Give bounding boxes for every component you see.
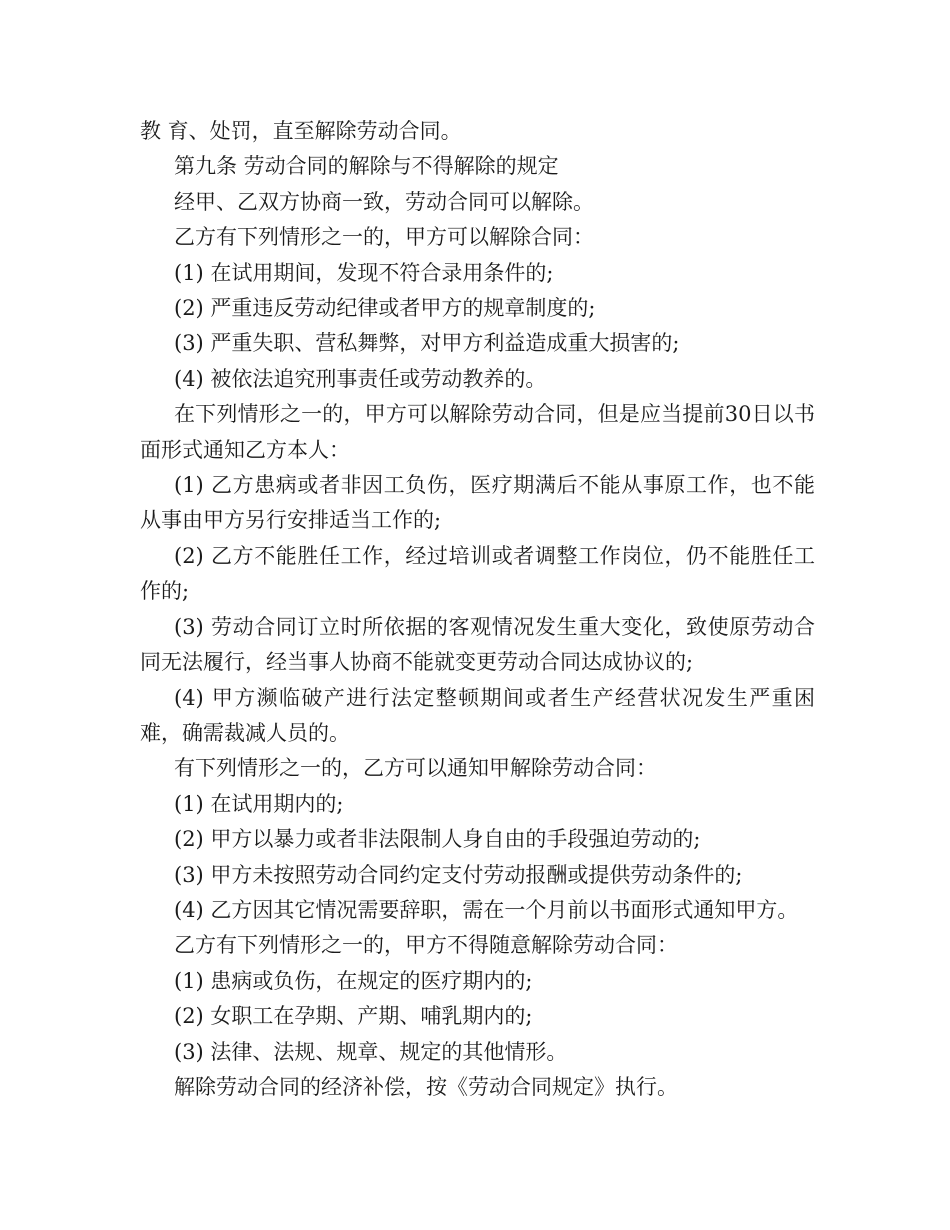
list-item: (1) 患病或负伤，在规定的医疗期内的; [174, 968, 533, 993]
paragraph: 经甲、乙双方协商一致，劳动合同可以解除。 [174, 189, 594, 214]
list-item: (4) 被依法追究刑事责任或劳动教养的。 [174, 366, 547, 391]
list-item: (2) 乙方不能胜任工作，经过培训或者调整工作岗位，仍不能胜任工作的; [140, 543, 815, 604]
paragraph: 解除劳动合同的经济补偿，按《劳动合同规定》执行。 [174, 1074, 678, 1099]
list-item: (4) 甲方濒临破产进行法定整顿期间或者生产经营状况发生严重困难，确需裁减人员的。 [140, 685, 815, 745]
list-item: (3) 严重失职、营私舞弊，对甲方利益造成重大损害的; [174, 331, 680, 356]
list-item: (1) 在试用期间，发现不符合录用条件的; [174, 260, 554, 285]
paragraph-continuation: 教 育、处罚，直至解除劳动合同。 [140, 119, 462, 143]
list-item: (2) 严重违反劳动纪律或者甲方的规章制度的; [174, 296, 596, 321]
paragraph: 乙方有下列情形之一的，甲方不得随意解除劳动合同： [174, 933, 678, 958]
list-item: (2) 女职工在孕期、产期、哺乳期内的; [174, 1004, 533, 1029]
article-heading: 第九条 劳动合同的解除与不得解除的规定 [174, 154, 559, 179]
paragraph: 在下列情形之一的，甲方可以解除劳动合同，但是应当提前30日以书面形式通知乙方本人： [140, 402, 815, 462]
list-item: (1) 乙方患病或者非因工负伤，医疗期满后不能从事原工作，也不能从事由甲方另行安排适当工作的; [140, 473, 815, 533]
list-item: (3) 法律、法规、规章、规定的其他情形。 [174, 1039, 568, 1064]
list-item: (4) 乙方因其它情况需要辞职，需在一个月前以书面形式通知甲方。 [174, 897, 799, 922]
list-item: (3) 劳动合同订立时所依据的客观情况发生重大变化，致使原劳动合同无法履行，经当事人协商不能就变更劳动合同达成协议的; [140, 614, 815, 675]
paragraph: 有下列情形之一的，乙方可以通知甲解除劳动合同： [174, 756, 657, 781]
paragraph: 乙方有下列情形之一的，甲方可以解除合同： [174, 225, 594, 250]
list-item: (1) 在试用期内的; [174, 791, 344, 816]
list-item: (3) 甲方未按照劳动合同约定支付劳动报酬或提供劳动条件的; [174, 862, 743, 887]
list-item: (2) 甲方以暴力或者非法限制人身自由的手段强迫劳动的; [174, 827, 701, 852]
